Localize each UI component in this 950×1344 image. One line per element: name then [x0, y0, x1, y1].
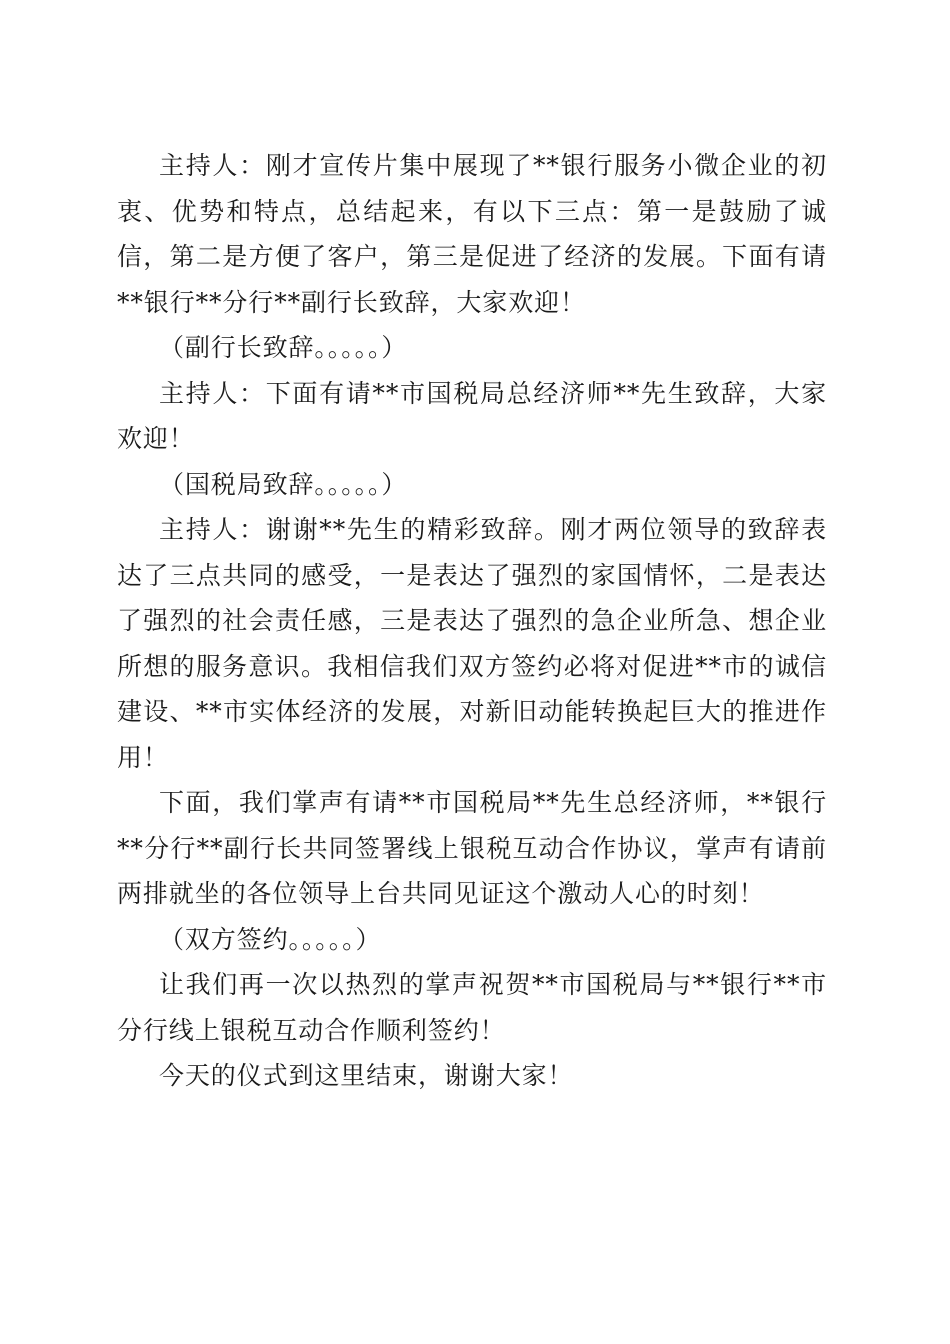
paragraph-signing-invite: 下面，我们掌声有请**市国税局**先生总经济师，**银行**分行**副行长共同签署线上银税互动合作协议，掌声有请前两排就坐的各位领导上台共同见证这个激动人心的时刻！	[117, 788, 827, 908]
paragraph-tax-bureau-speech: （国税局致辞。。。。。）	[159, 469, 408, 499]
paragraph-congratulations: 让我们再一次以热烈的掌声祝贺**市国税局与**银行**市分行线上银税互动合作顺利签约！	[117, 970, 827, 1045]
paragraph-host-intro: 主持人：刚才宣传片集中展现了**银行服务小微企业的初衷、优势和特点，总结起来，有以下三点：第一是鼓励了诚信，第二是方便了客户，第三是促进了经济的发展。下面有请**银行**分行**副行长致辞，大家欢迎！	[117, 151, 827, 317]
paragraph-closing: 今天的仪式到这里结束，谢谢大家！	[159, 1061, 574, 1090]
paragraph-host-invite-tax: 主持人：下面有请**市国税局总经济师**先生致辞，大家欢迎！	[117, 378, 827, 453]
paragraph-host-summary: 主持人：谢谢**先生的精彩致辞。刚才两位领导的致辞表达了三点共同的感受，一是表达了强烈的家国情怀，二是表达了强烈的社会责任感，三是表达了强烈的急企业所急、想企业所想的服务意识。我相信我们双方签约必将对促进**市的诚信建设、**市实体经济的发展，对新旧动能转换起巨大的推进作用！	[117, 515, 827, 772]
paragraph-vice-president-speech: （副行长致辞。。。。。）	[159, 333, 408, 362]
document-body	[117, 143, 827, 1099]
paragraph-signing: （双方签约。。。。。）	[159, 924, 382, 954]
